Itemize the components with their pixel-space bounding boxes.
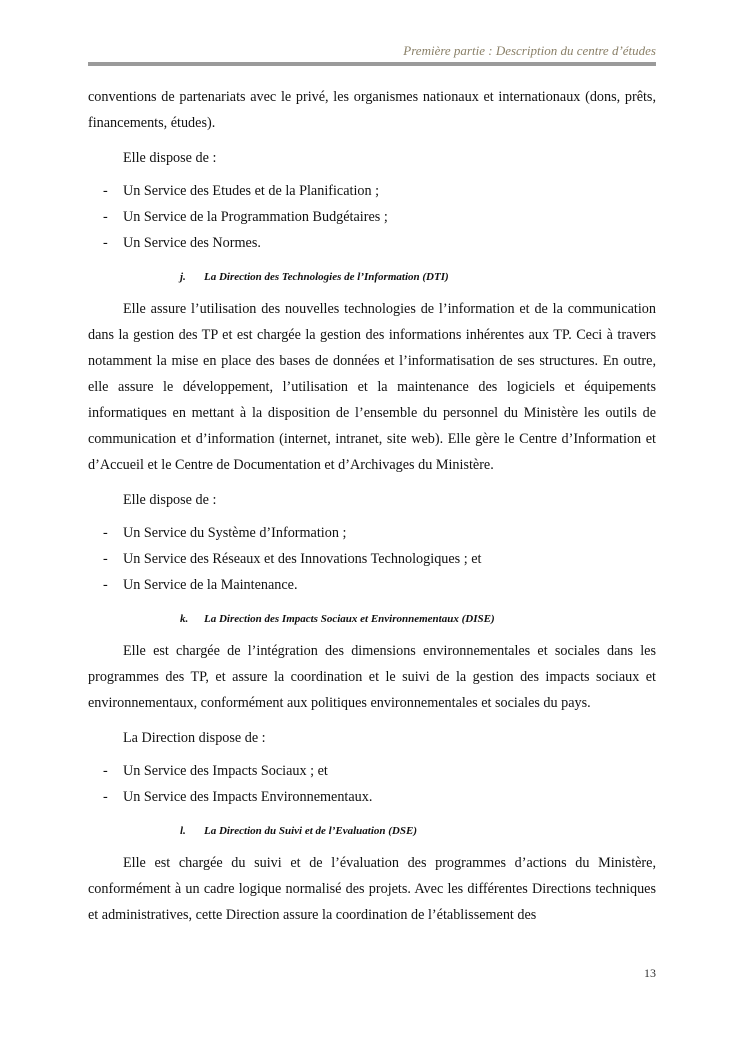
list-item: - Un Service du Système d’Information ; [88,520,656,546]
heading-letter: j. [180,271,186,283]
paragraph-dse: Elle est chargée du suivi et de l’évaluation des programmes d’actions du Ministère, conformément à un cadre logique normalisé des projets. Avec les différentes Directions techniques et administratives, cette Direction assure la coordination de l’établissement des [88,855,656,923]
service-list-3 [88,758,656,810]
list-item: - Un Service des Normes. [88,230,656,256]
page-number: 13 [644,966,656,980]
list-dash: - [103,551,108,567]
list-intro-2: Elle dispose de : [123,492,217,508]
list-dash: - [103,183,108,199]
section-heading-dti [88,268,656,286]
running-header: Première partie : Description du centre d’études [403,43,656,58]
paragraph-continuation: conventions de partenariats avec le privé, les organismes nationaux et internationaux (dons, prêts, financements, études). [88,89,656,131]
heading-title: La Direction du Suivi et de l’Evaluation (DSE) [204,825,417,837]
section-heading-dise [88,610,656,628]
list-item: - Un Service des Impacts Sociaux ; et [88,758,656,784]
list-intro-3: La Direction dispose de : [123,730,266,746]
service-list-1 [88,178,656,256]
list-item: - Un Service des Etudes et de la Planification ; [88,178,656,204]
list-item: - Un Service de la Programmation Budgétaires ; [88,204,656,230]
heading-title: La Direction des Impacts Sociaux et Environnementaux (DISE) [204,613,495,625]
list-item: - Un Service des Réseaux et des Innovations Technologiques ; et [88,546,656,572]
list-dash: - [103,763,108,779]
heading-title: La Direction des Technologies de l’Information (DTI) [204,271,449,283]
list-dash: - [103,209,108,225]
list-intro-1: Elle dispose de : [123,150,217,166]
heading-letter: k. [180,613,189,625]
list-dash: - [103,235,108,251]
section-heading-dse [88,822,656,840]
service-list-2 [88,520,656,598]
paragraph-dise: Elle est chargée de l’intégration des dimensions environnementales et sociales dans les programmes des TP, et assure la coordination et le suivi de la gestion des impacts sociaux et environnementaux, conformément aux politiques environnementales et sociales du pays. [88,643,656,711]
list-dash: - [103,577,108,593]
list-dash: - [103,789,108,805]
body-text [88,84,656,928]
list-item: - Un Service des Impacts Environnementaux. [88,784,656,810]
paragraph-dti: Elle assure l’utilisation des nouvelles technologies de l’information et de la communication dans la gestion des TP et est chargée la gestion des informations inhérentes aux TP. Ceci à travers notamment la mise en place des bases de données et l’informatisation de ses structures. En outre, elle assure le développement, l’utilisation et la maintenance des logiciels et équipements informatiques en mettant à la disposition de l’ensemble du personnel du Ministère les outils de communication et d’information (internet, intranet, site web). Elle gère le Centre d’Information et d’Accueil et le Centre de Documentation et d’Archivages du Ministère. [88,301,656,473]
header-rule [88,62,656,66]
list-dash: - [103,525,108,541]
heading-letter: l. [180,825,186,837]
list-item: - Un Service de la Maintenance. [88,572,656,598]
